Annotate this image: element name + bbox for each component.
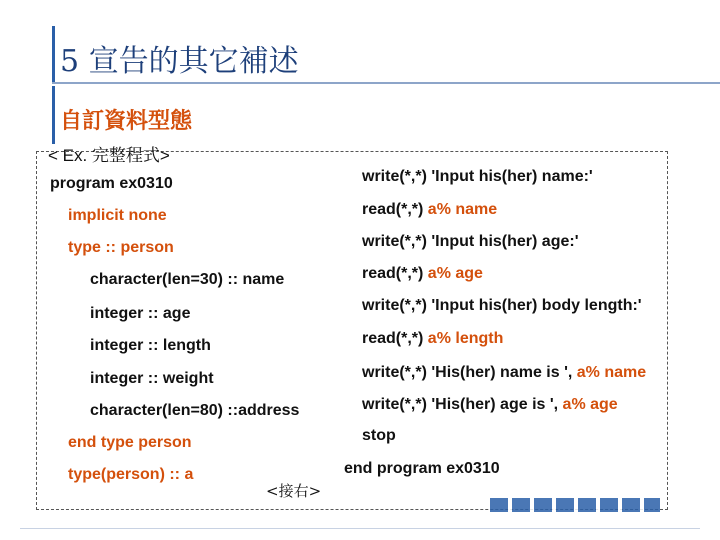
code-line: program ex0310	[50, 175, 173, 192]
code-line: character(len=80) ::address	[90, 402, 300, 419]
slide-title: 5 宣告的其它補述	[60, 44, 299, 79]
code-line: write(*,*) 'His(her) age is ', a% age	[362, 396, 618, 413]
code-line: write(*,*) 'Input his(her) body length:'	[362, 297, 642, 314]
code-line: stop	[362, 427, 396, 444]
decorative-bar	[490, 498, 660, 512]
code-line: end type person	[68, 434, 192, 451]
bottom-divider	[20, 528, 700, 529]
code-line: write(*,*) 'Input his(her) age:'	[362, 233, 579, 250]
code-line: integer :: age	[90, 305, 191, 322]
code-line: write(*,*) 'His(her) name is ', a% name	[362, 364, 647, 381]
continue-right-label: <接右>	[266, 482, 322, 500]
code-line: type(person) :: a	[68, 466, 194, 483]
example-label: < Ex. 完整程式>	[48, 146, 170, 165]
code-line: read(*,*) a% length	[362, 330, 504, 347]
title-divider	[52, 82, 720, 84]
code-line: read(*,*) a% age	[362, 265, 483, 282]
code-line: write(*,*) 'Input his(her) name:'	[362, 168, 593, 185]
code-box	[36, 151, 668, 510]
code-line: read(*,*) a% name	[362, 201, 498, 218]
code-line: implicit none	[68, 207, 167, 224]
title-accent-bar	[52, 26, 55, 82]
code-line: end program ex0310	[344, 460, 500, 477]
code-line: type :: person	[68, 239, 174, 256]
slide-subtitle: 自訂資料型態	[60, 108, 193, 134]
subtitle-accent-bar	[52, 86, 55, 144]
code-line: integer :: weight	[90, 370, 214, 387]
code-line: character(len=30) :: name	[90, 271, 285, 288]
code-line: integer :: length	[90, 337, 211, 354]
